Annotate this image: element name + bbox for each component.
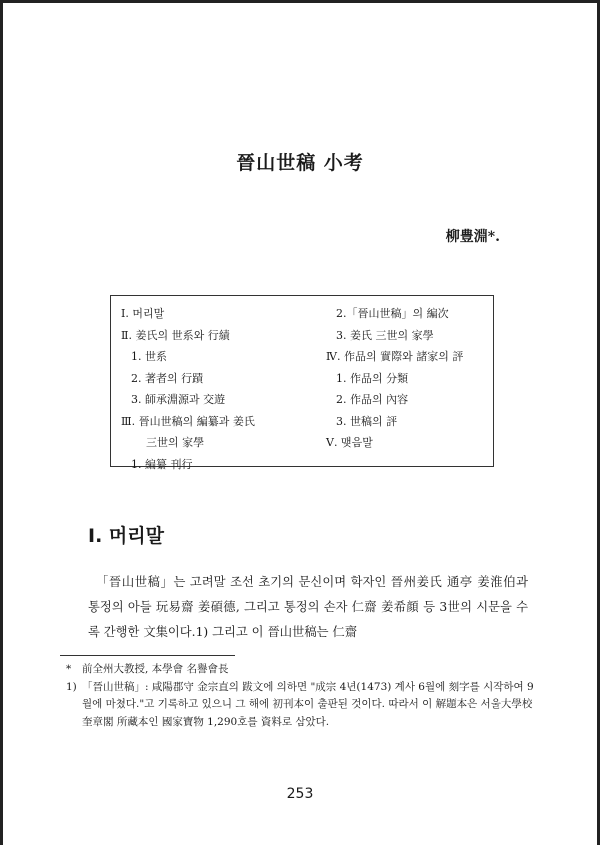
toc-item: Ⅳ. 作品의 實際와 諸家의 評 xyxy=(326,350,464,363)
body-paragraph-container xyxy=(88,570,528,645)
page-frame-left xyxy=(0,0,3,845)
toc-item: 3. 姜氏 三世의 家學 xyxy=(336,328,434,342)
toc-item: 2. 著者의 行蹟 xyxy=(131,371,204,385)
article-title: 晉山世稿 小考 xyxy=(236,152,364,174)
toc-item: 三世의 家學 xyxy=(146,436,205,449)
toc-item: 2. 作品의 內容 xyxy=(336,393,409,406)
author-name: 柳豊淵*. xyxy=(445,229,500,245)
toc-left-column xyxy=(121,303,321,475)
toc-item: 1. 編纂 刊行 xyxy=(131,457,193,471)
body-paragraph: 「晉山世稿」는 고려말 조선 초기의 문신이며 학자인 晉州姜氏 通亭 姜淮伯과 통정의 아들 玩易齋 姜碩德, 그리고 통정의 손자 仁齋 姜希顔 등 3世의 시문을 수록 간행한 文集이다.1) 그리고 이 晉山世稿는 仁齋 xyxy=(88,575,528,639)
page-number: 253 xyxy=(286,786,314,802)
toc-item: Ⅴ. 맺음말 xyxy=(326,436,373,449)
section-heading: Ⅰ. 머리말 xyxy=(88,525,164,547)
footnote xyxy=(66,661,536,679)
footnote-mark: * xyxy=(66,663,72,675)
toc-item: Ⅲ. 晉山世稿의 編纂과 姜氏 xyxy=(121,414,255,428)
toc-item: 3. 師承淵源과 交遊 xyxy=(131,393,226,406)
toc-item: Ⅱ. 姜氏의 世系와 行績 xyxy=(121,328,230,342)
page-frame-top xyxy=(0,0,600,3)
footnote-mark: 1) xyxy=(66,680,77,693)
toc-item: Ⅰ. 머리말 xyxy=(121,307,165,320)
toc-item: 1. 世系 xyxy=(131,350,167,363)
toc-item: 1. 作品의 分類 xyxy=(336,371,409,385)
footnote xyxy=(66,679,536,732)
footnote-text: 前全州大教授, 本學會 名譽會長 xyxy=(82,663,229,675)
table-of-contents xyxy=(110,295,494,471)
toc-item: 2.「晉山世稿」의 編次 xyxy=(336,307,449,320)
toc-item: 3. 世稿의 評 xyxy=(336,414,398,428)
footnote-divider xyxy=(60,655,235,656)
footnotes xyxy=(66,661,536,731)
footnote-text: 「晉山世稿」: 咸陽郡守 金宗直의 跋文에 의하면 "成宗 4년(1473) 계사 6월에 刻字를 시작하여 9월에 마쳤다."고 기록하고 있으니 그 해에 初刊本이 출판된 것이다. 따라서 이 解題本은 서울大學校 奎章閣 所藏本인 國家寶物 1,290호를 資料로 삼았다. xyxy=(82,680,534,728)
toc-right-column xyxy=(326,303,491,454)
